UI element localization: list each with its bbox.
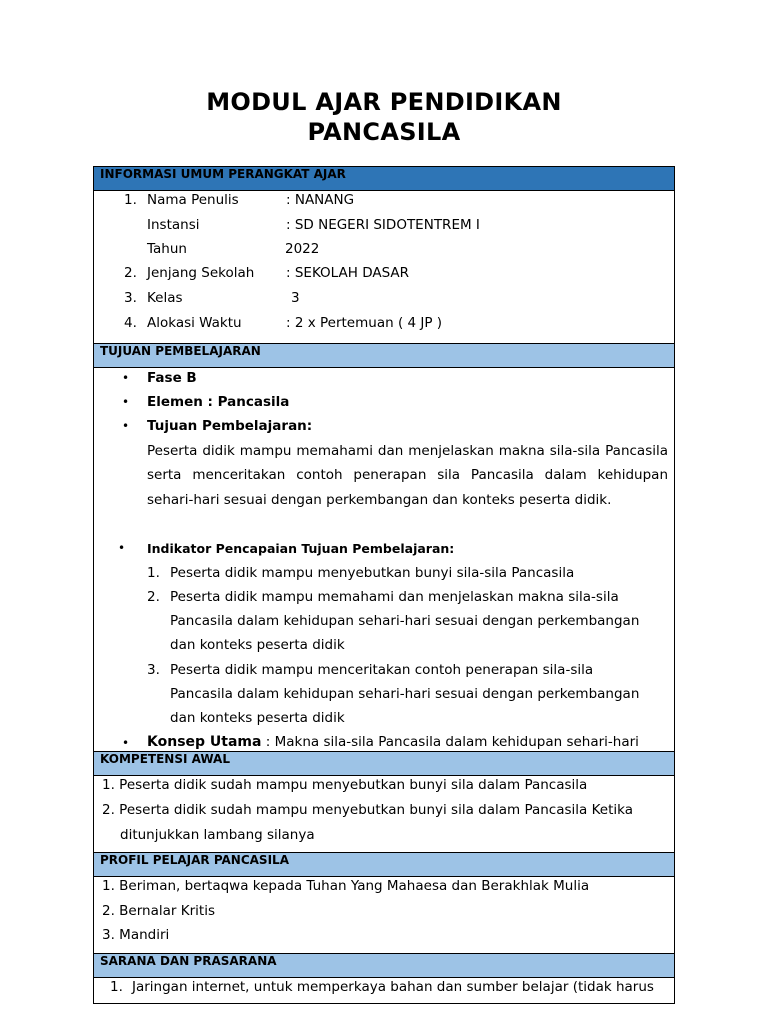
section-header-kompetensi: KOMPETENSI AWAL bbox=[94, 752, 674, 776]
info-row-2-label: Instansi bbox=[147, 217, 200, 233]
indikator-2-line-3: dan konteks peserta didik bbox=[170, 637, 345, 653]
sarana-item-1-num: 1. bbox=[110, 979, 123, 995]
bullet-icon: • bbox=[122, 395, 130, 409]
indikator-3-num: 3. bbox=[147, 662, 160, 678]
tujuan-label: Tujuan Pembelajaran: bbox=[147, 418, 313, 434]
indikator-2-num: 2. bbox=[147, 589, 160, 605]
info-row-2-value: : SD NEGERI SIDOTENTREM I bbox=[286, 217, 480, 233]
indikator-2-line-2: Pancasila dalam kehidupan sehari-hari sesuai dengan perkembangan bbox=[170, 613, 640, 629]
kompetensi-item-2-line-1: 2. Peserta didik sudah mampu menyebutkan bunyi sila dalam Pancasila Ketika bbox=[102, 802, 633, 818]
konsep-text: : Makna sila-sila Pancasila dalam kehidupan sehari-hari bbox=[261, 734, 639, 750]
section-header-informasi-umum: INFORMASI UMUM PERANGKAT AJAR bbox=[94, 167, 674, 191]
bullet-icon: • bbox=[122, 419, 130, 433]
indikator-1-num: 1. bbox=[147, 565, 160, 581]
indikator-2-line-1: Peserta didik mampu memahami dan menjelaskan makna sila-sila bbox=[170, 589, 619, 605]
info-row-4-label: Jenjang Sekolah bbox=[147, 265, 255, 281]
bullet-icon: • bbox=[122, 371, 130, 385]
info-row-6-value: : 2 x Pertemuan ( 4 JP ) bbox=[286, 315, 443, 331]
indikator-label: Indikator Pencapaian Tujuan Pembelajaran: bbox=[147, 541, 455, 556]
bullet-icon: • bbox=[122, 736, 130, 750]
profil-item-2: 2. Bernalar Kritis bbox=[102, 903, 215, 919]
info-row-4-num: 2. bbox=[124, 265, 137, 281]
document-title-line-2: PANCASILA bbox=[307, 118, 461, 146]
info-row-5-num: 3. bbox=[124, 290, 137, 306]
indikator-1-line-1: Peserta didik mampu menyebutkan bunyi sila-sila Pancasila bbox=[170, 565, 575, 581]
info-row-6-num: 4. bbox=[124, 315, 137, 331]
section-header-profil: PROFIL PELAJAR PANCASILA bbox=[94, 853, 674, 877]
info-row-3-value: 2022 bbox=[285, 241, 320, 257]
info-row-5-value: 3 bbox=[291, 290, 300, 306]
konsep-utama bbox=[147, 734, 639, 751]
module-table bbox=[93, 166, 675, 1004]
info-row-4-value: : SEKOLAH DASAR bbox=[286, 265, 410, 281]
indikator-3-line-1: Peserta didik mampu menceritakan contoh penerapan sila-sila bbox=[170, 662, 594, 678]
indikator-3-line-3: dan konteks peserta didik bbox=[170, 710, 345, 726]
info-row-6-label: Alokasi Waktu bbox=[147, 315, 242, 331]
elemen-label: Elemen : Pancasila bbox=[147, 394, 290, 410]
info-row-1-value: : NANANG bbox=[286, 192, 355, 208]
sarana-item-1-text: Jaringan internet, untuk memperkaya bahan dan sumber belajar (tidak harus bbox=[132, 979, 654, 995]
table-bottom-border bbox=[94, 1003, 674, 1004]
info-row-1-label: Nama Penulis bbox=[147, 192, 239, 208]
indikator-3-line-2: Pancasila dalam kehidupan sehari-hari sesuai dengan perkembangan bbox=[170, 686, 640, 702]
kompetensi-item-1: 1. Peserta didik sudah mampu menyebutkan bunyi sila dalam Pancasila bbox=[102, 777, 588, 793]
bullet-icon: • bbox=[118, 541, 126, 555]
konsep-label: Konsep Utama bbox=[147, 734, 262, 750]
info-row-5-label: Kelas bbox=[147, 290, 183, 306]
profil-item-3: 3. Mandiri bbox=[102, 927, 170, 943]
fase-label: Fase B bbox=[147, 370, 197, 386]
info-row-1-num: 1. bbox=[124, 192, 137, 208]
section-header-tujuan: TUJUAN PEMBELAJARAN bbox=[94, 344, 674, 368]
section-header-sarana: SARANA DAN PRASARANA bbox=[94, 954, 674, 978]
info-row-3-label: Tahun bbox=[147, 241, 187, 257]
kompetensi-item-2-line-2: ditunjukkan lambang silanya bbox=[120, 827, 315, 843]
tujuan-paragraph: Peserta didik mampu memahami dan menjelaskan makna sila-sila Pancasila serta menceritakan contoh penerapan sila Pancasila dalam kehidupan sehari-hari sesuai dengan perkembangan dan konteks peserta didik. bbox=[147, 443, 668, 508]
document-title-line-1: MODUL AJAR PENDIDIKAN bbox=[206, 88, 562, 116]
profil-item-1: 1. Beriman, bertaqwa kepada Tuhan Yang Mahaesa dan Berakhlak Mulia bbox=[102, 878, 590, 894]
